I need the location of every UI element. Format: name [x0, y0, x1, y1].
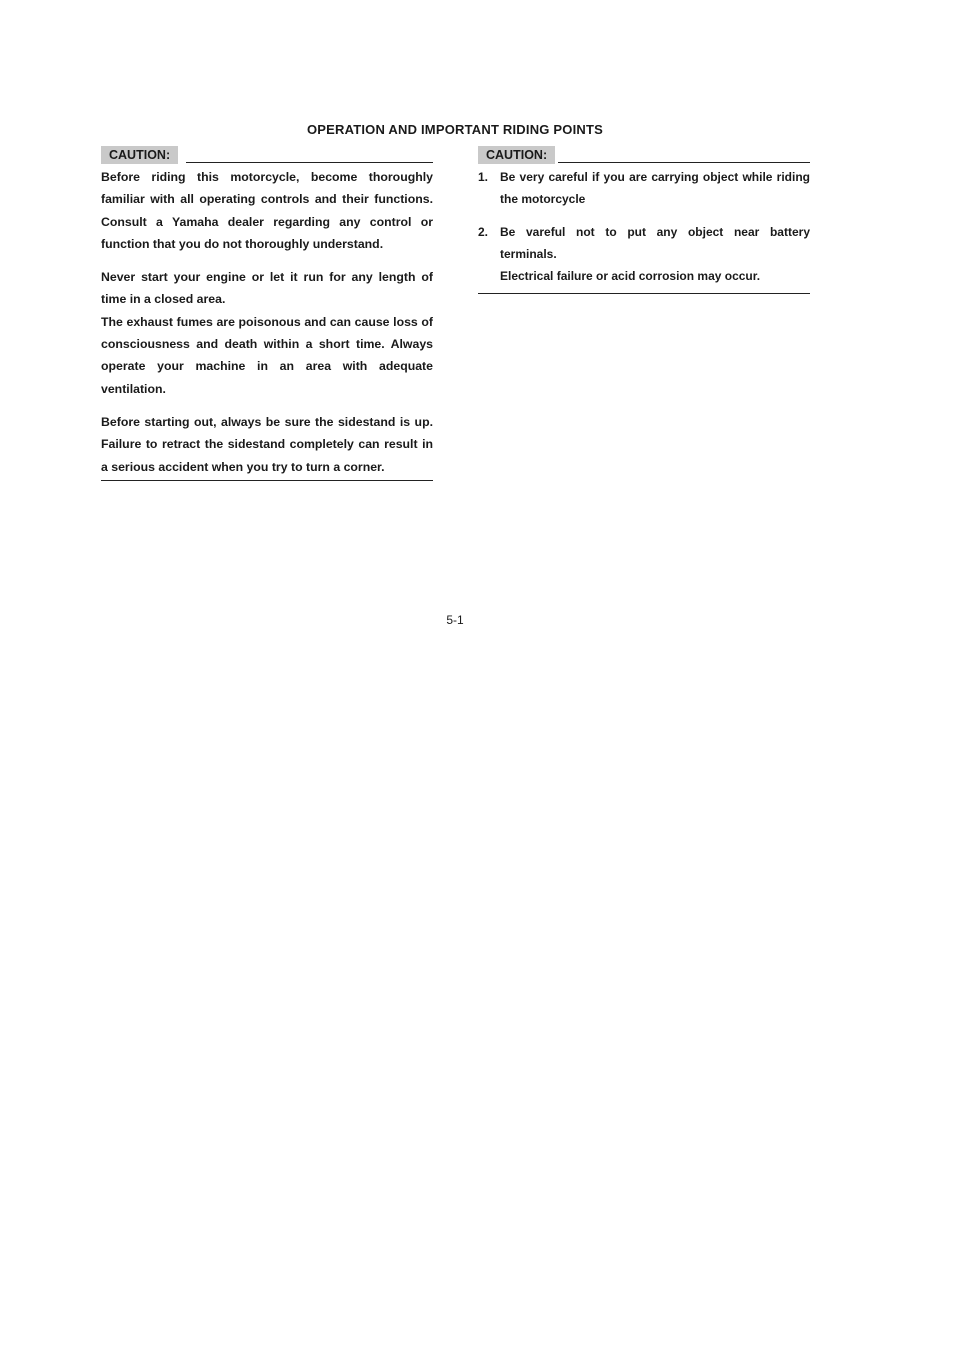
list-number: 2. — [478, 224, 489, 239]
list-text-note: Electrical failure or acid corrosion may occur. — [500, 269, 761, 284]
caution-header — [101, 146, 433, 166]
list-text: Be very careful if you are carrying object while riding the motorcycle — [500, 170, 810, 207]
caution-bottom-rule — [478, 293, 810, 294]
caution-paragraph-exhaust: The exhaust fumes are poisonous and can cause loss of consciousness and death within a short time. Always operate your machine in an area with adequate ventilation. — [101, 314, 433, 396]
list-item — [478, 166, 810, 211]
page-number: 5-1 — [446, 613, 464, 627]
right-caution-block — [478, 146, 810, 294]
caution-paragraph-controls: Before riding this motorcycle, become thoroughly familiar with all operating controls and their functions. Consult a Yamaha dealer regarding any control or function that you do not thoroughly understand. — [101, 170, 433, 251]
caution-paragraph-sidestand: Before starting out, always be sure the sidestand is up. Failure to retract the sidestand completely can result in a serious accident when you try to turn a corner. — [101, 414, 433, 474]
caution-top-rule — [186, 162, 433, 163]
caution-header — [478, 146, 810, 166]
list-text: Be vareful not to put any object near battery terminals. — [500, 224, 810, 261]
caution-paragraph-closed-area: Never start your engine or let it run for any length of time in a closed area. — [101, 270, 433, 307]
page-title: OPERATION AND IMPORTANT RIDING POINTS — [306, 122, 604, 137]
left-caution-block — [101, 146, 433, 481]
caution-label: CAUTION: — [478, 146, 555, 164]
caution-top-rule — [558, 162, 810, 163]
list-number: 1. — [478, 170, 489, 184]
caution-bottom-rule — [101, 480, 433, 481]
caution-label: CAUTION: — [101, 146, 178, 164]
list-item — [478, 221, 810, 288]
